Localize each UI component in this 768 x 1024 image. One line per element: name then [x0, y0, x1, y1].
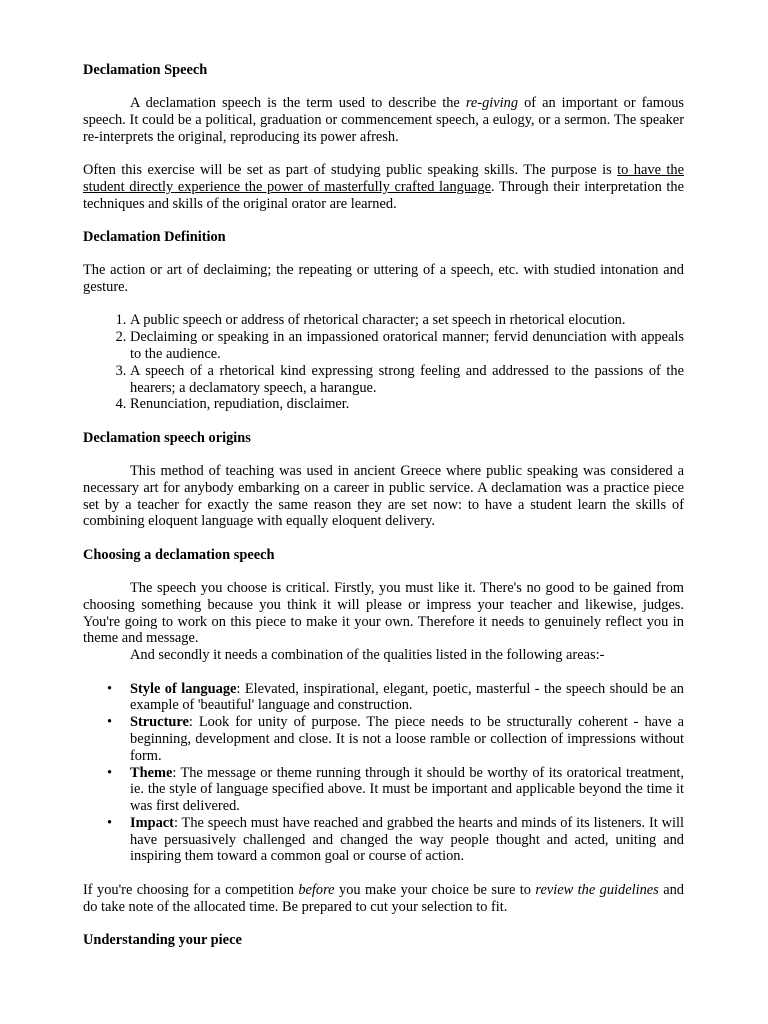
definition-list — [83, 312, 684, 413]
emphasis-review-guidelines: review the guidelines — [535, 881, 659, 898]
definition-item: 2. Declaiming or speaking in an impassioned oratorical manner; fervid denunciation with appeals to the audience. — [130, 329, 684, 363]
quality-item: • Style of language: Elevated, inspirational, elegant, poetic, masterful - the speech should be an example of 'beautiful' language and construction. — [130, 681, 684, 715]
paragraph-competition: If you're choosing for a competition before you make your choice be sure to review the guidelines and do take note of the allocated time. Be prepared to cut your selection to fit. — [83, 881, 684, 915]
quality-item: • Structure: Look for unity of purpose. The piece needs to be structurally coherent - have a beginning, development and close. It is not a loose ramble or collection of impressions without form. — [130, 714, 684, 764]
paragraph-speech-intro: A declamation speech is the term used to describe the re-giving of an important or famous speech. It could be a political, graduation or commencement speech, a eulogy, or a sermon. The speaker re-interprets the original, reproducing its power afresh. — [83, 95, 684, 145]
quality-term: Structure — [130, 714, 189, 731]
quality-term: Style of language — [130, 680, 237, 697]
emphasis-re-giving: re-giving — [465, 95, 519, 112]
paragraph-choosing-critical: The speech you choose is critical. Firstly, you must like it. There's no good to be gained from choosing something because you think it will please or impress your teacher and likewise, judges. You're going to work on this piece to make it your own. Therefore it needs to genuinely reflect you in theme and message. — [83, 580, 684, 647]
quality-term: Impact — [130, 814, 174, 831]
quality-item: • Impact: The speech must have reached and grabbed the hearts and minds of its listeners. It will have persuasively challenged and changed the way people thought and acted, uniting and inspiring them toward a common goal or course of action. — [130, 815, 684, 865]
quality-term: Theme — [130, 764, 173, 781]
emphasis-before: before — [298, 881, 335, 898]
heading-declamation-definition: Declamation Definition — [83, 229, 226, 246]
paragraph-definition-intro: The action or art of declaiming; the repeating or uttering of a speech, etc. with studied intonation and gesture. — [83, 262, 684, 296]
heading-declamation-speech: Declamation Speech — [83, 62, 208, 78]
quality-item: • Theme: The message or theme running through it should be worthy of its oratorical treatment, ie. the style of language specified above. It must be important and applicable beyond the time it was first delivered. — [130, 765, 684, 815]
paragraph-origins: This method of teaching was used in ancient Greece where public speaking was considered a necessary art for anybody embarking on a career in public service. A declamation was a practice piece set by a teacher for exactly the same reason they are set now: to have a student learn the skills of combining eloquent language with equally eloquent delivery. — [83, 463, 684, 530]
definition-item: 1. A public speech or address of rhetorical character; a set speech in rhetorical elocution. — [130, 312, 684, 329]
definition-item: 3. A speech of a rhetorical kind expressing strong feeling and addressed to the passions of the hearers; a declamatory speech, a harangue. — [130, 363, 684, 397]
heading-choosing: Choosing a declamation speech — [83, 546, 275, 563]
paragraph-choosing-qualities: And secondly it needs a combination of the qualities listed in the following areas:- — [130, 647, 605, 664]
document-page — [83, 62, 684, 965]
paragraph-speech-purpose: Often this exercise will be set as part of studying public speaking skills. The purpose is to have the student directly experience the power of masterfully crafted language. Through their interpretation the techniques and skills of the original orator are learned. — [83, 162, 684, 212]
underlined-purpose: to have the student directly experience the power of masterfully crafted language — [83, 162, 684, 195]
qualities-list — [83, 681, 684, 866]
heading-origins: Declamation speech origins — [83, 429, 251, 446]
heading-understanding: Understanding your piece — [83, 931, 242, 948]
definition-item: 4. Renunciation, repudiation, disclaimer. — [130, 396, 684, 413]
